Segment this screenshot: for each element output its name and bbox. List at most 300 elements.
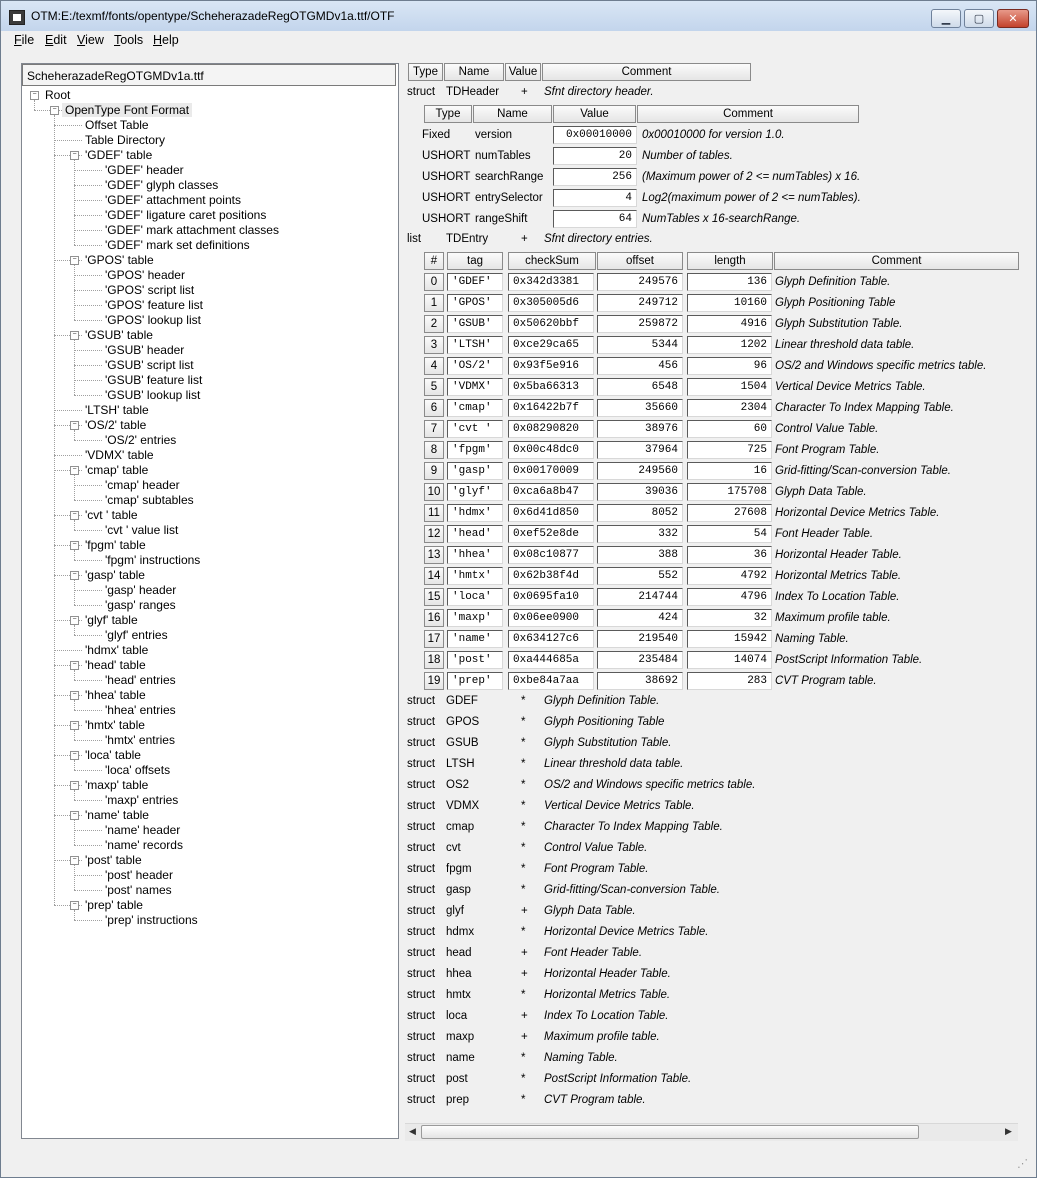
collapse-icon[interactable]: − [70, 331, 79, 340]
tree-node[interactable]: 'maxp' entries [105, 793, 179, 807]
entry-length[interactable]: 10160 [687, 294, 772, 312]
struct-name[interactable]: hhea [446, 968, 472, 980]
tree-connector [74, 500, 102, 501]
expand-marker[interactable]: * [521, 737, 526, 749]
expand-marker[interactable]: + [521, 86, 528, 98]
entry-comment: CVT Program table. [775, 675, 877, 687]
entry-checksum[interactable]: 0x50620bbf [508, 315, 594, 333]
tree-connector [74, 350, 102, 351]
entry-length[interactable]: 136 [687, 273, 772, 291]
entry-checksum[interactable]: 0xca6a8b47 [508, 483, 594, 501]
struct-comment: Vertical Device Metrics Table. [544, 800, 695, 812]
maximize-button[interactable]: ▢ [964, 9, 994, 28]
menu-tools[interactable]: Tools [114, 33, 144, 47]
entry-offset[interactable]: 5344 [597, 336, 683, 354]
entry-index[interactable]: 17 [424, 630, 444, 648]
tree-node[interactable]: 'head' table [85, 658, 146, 672]
struct-kind: struct [407, 926, 436, 938]
field-name: numTables [475, 150, 531, 162]
tree-connector [74, 730, 75, 740]
tree-node[interactable]: 'hdmx' table [85, 643, 149, 657]
field-value-input[interactable]: 4 [553, 189, 637, 207]
field-comment: Number of tables. [642, 150, 733, 162]
tree-node[interactable]: 'name' records [105, 838, 183, 852]
expand-marker[interactable]: + [521, 905, 528, 917]
expand-marker[interactable]: * [521, 863, 526, 875]
minimize-button[interactable]: ▁ [931, 9, 961, 28]
sub-column-header[interactable]: Value [553, 105, 636, 123]
entry-checksum[interactable]: 0x62b38f4d [508, 567, 594, 585]
struct-name[interactable]: cvt [446, 842, 461, 854]
entry-tag[interactable]: 'head' [447, 525, 503, 543]
entry-tag[interactable]: 'hdmx' [447, 504, 503, 522]
tree-node[interactable]: 'glyf' entries [105, 628, 168, 642]
tree-node[interactable]: OpenType Font Format [62, 103, 192, 117]
tree-node[interactable]: 'LTSH' table [85, 403, 149, 417]
struct-name[interactable]: GDEF [446, 695, 478, 707]
tree-node[interactable]: 'GPOS' feature list [105, 298, 203, 312]
row-name[interactable]: TDEntry [446, 233, 489, 245]
entry-offset[interactable]: 6548 [597, 378, 683, 396]
close-button[interactable]: ✕ [997, 9, 1029, 28]
resize-grip-icon[interactable]: ⋰ [1017, 1158, 1028, 1170]
tree-node[interactable]: 'hhea' entries [105, 703, 176, 717]
entry-offset[interactable]: 249560 [597, 462, 683, 480]
collapse-icon[interactable]: − [70, 661, 79, 670]
entry-offset[interactable]: 35660 [597, 399, 683, 417]
tree-node[interactable]: 'cmap' subtables [105, 493, 194, 507]
expand-marker[interactable]: * [521, 926, 526, 938]
tree-node[interactable]: Offset Table [85, 118, 149, 132]
entry-length[interactable]: 16 [687, 462, 772, 480]
tree-node[interactable]: 'loca' table [85, 748, 141, 762]
struct-name[interactable]: GSUB [446, 737, 479, 749]
tree-node[interactable]: 'post' names [105, 883, 172, 897]
sub-column-header[interactable]: Name [473, 105, 552, 123]
entry-length[interactable]: 60 [687, 420, 772, 438]
entry-tag[interactable]: 'fpgm' [447, 441, 503, 459]
entry-tag[interactable]: 'GDEF' [447, 273, 503, 291]
entry-length[interactable]: 32 [687, 609, 772, 627]
field-value-input[interactable]: 0x00010000 [553, 126, 637, 144]
collapse-icon[interactable]: − [70, 511, 79, 520]
tree-connector [74, 845, 102, 846]
tree-node[interactable]: 'GSUB' script list [105, 358, 194, 372]
expand-marker[interactable]: * [521, 800, 526, 812]
entry-length[interactable]: 4792 [687, 567, 772, 585]
expand-marker[interactable]: * [521, 842, 526, 854]
entry-comment: Font Header Table. [775, 528, 874, 540]
entry-tag[interactable]: 'GSUB' [447, 315, 503, 333]
entry-checksum[interactable]: 0xa444685a [508, 651, 594, 669]
collapse-icon[interactable]: − [70, 811, 79, 820]
tree-connector [54, 125, 82, 126]
struct-name[interactable]: hmtx [446, 989, 471, 1001]
tree-node[interactable]: 'name' header [105, 823, 181, 837]
tree-connector [54, 455, 82, 456]
entry-checksum[interactable]: 0x0695fa10 [508, 588, 594, 606]
struct-name[interactable]: head [446, 947, 472, 959]
entry-tag[interactable]: 'hhea' [447, 546, 503, 564]
entry-checksum[interactable]: 0x08290820 [508, 420, 594, 438]
collapse-icon[interactable]: − [30, 91, 39, 100]
struct-name[interactable]: name [446, 1052, 475, 1064]
struct-comment: Font Header Table. [544, 947, 643, 959]
entry-tag[interactable]: 'post' [447, 651, 503, 669]
expand-marker[interactable]: * [521, 758, 526, 770]
entry-tag[interactable]: 'cvt ' [447, 420, 503, 438]
sub-column-header[interactable]: Comment [637, 105, 859, 123]
entry-length[interactable]: 4796 [687, 588, 772, 606]
collapse-icon[interactable]: − [70, 256, 79, 265]
entry-offset[interactable]: 214744 [597, 588, 683, 606]
entry-checksum[interactable]: 0x305005d6 [508, 294, 594, 312]
menu-help[interactable]: Help [153, 33, 179, 47]
entry-index[interactable]: 9 [424, 462, 444, 480]
tree-connector [74, 185, 102, 186]
entry-column-header[interactable]: tag [447, 252, 503, 270]
tree-node[interactable]: 'gasp' header [105, 583, 177, 597]
collapse-icon[interactable]: − [70, 571, 79, 580]
collapse-icon[interactable]: − [70, 856, 79, 865]
struct-kind: struct [407, 821, 436, 833]
field-value-input[interactable]: 20 [553, 147, 637, 165]
struct-comment: Horizontal Metrics Table. [544, 989, 671, 1001]
app-icon [9, 10, 25, 25]
entry-comment: Character To Index Mapping Table. [775, 402, 954, 414]
title-bar[interactable] [1, 1, 1036, 31]
tree-node[interactable]: 'gasp' table [85, 568, 145, 582]
column-header[interactable]: Type [408, 63, 443, 81]
struct-name[interactable]: OS2 [446, 779, 470, 791]
tree-node[interactable]: 'GDEF' attachment points [105, 193, 241, 207]
tree-connector [74, 215, 102, 216]
struct-name[interactable]: maxp [446, 1031, 475, 1043]
collapse-icon[interactable]: − [70, 781, 79, 790]
entry-index[interactable]: 8 [424, 441, 444, 459]
tree-node[interactable]: 'cvt ' value list [105, 523, 179, 537]
field-name: rangeShift [475, 213, 528, 225]
expand-marker[interactable]: * [521, 989, 526, 1001]
entry-tag[interactable]: 'glyf' [447, 483, 503, 501]
entry-tag[interactable]: 'VDMX' [447, 378, 503, 396]
collapse-icon[interactable]: − [70, 901, 79, 910]
entry-tag[interactable]: 'maxp' [447, 609, 503, 627]
entry-index[interactable]: 10 [424, 483, 444, 501]
tree-node[interactable]: 'GDEF' header [105, 163, 184, 177]
tree-node[interactable]: 'GDEF' mark set definitions [105, 238, 250, 252]
entry-length[interactable]: 14074 [687, 651, 772, 669]
tree-connector [74, 380, 102, 381]
entry-index[interactable]: 5 [424, 378, 444, 396]
tree-node[interactable]: 'OS/2' entries [105, 433, 177, 447]
scroll-left-icon[interactable]: ◀ [409, 1126, 416, 1136]
entry-index[interactable]: 3 [424, 336, 444, 354]
entry-offset[interactable]: 37964 [597, 441, 683, 459]
entry-index[interactable]: 18 [424, 651, 444, 669]
struct-name[interactable]: post [446, 1073, 468, 1085]
tree-node[interactable]: 'glyf' table [85, 613, 138, 627]
collapse-icon[interactable]: − [70, 751, 79, 760]
scroll-right-icon[interactable]: ▶ [1005, 1126, 1012, 1136]
entry-index[interactable]: 4 [424, 357, 444, 375]
entry-tag[interactable]: 'hmtx' [447, 567, 503, 585]
tree-node[interactable]: 'GSUB' header [105, 343, 185, 357]
struct-kind: struct [407, 695, 436, 707]
entry-comment: PostScript Information Table. [775, 654, 923, 666]
column-header[interactable]: Name [444, 63, 504, 81]
tree-connector [74, 320, 102, 321]
entry-checksum[interactable]: 0x6d41d850 [508, 504, 594, 522]
entry-tag[interactable]: 'OS/2' [447, 357, 503, 375]
entry-comment: Naming Table. [775, 633, 849, 645]
tree-node[interactable]: 'hmtx' table [85, 718, 145, 732]
entry-offset[interactable]: 249712 [597, 294, 683, 312]
tree-node[interactable]: 'loca' offsets [105, 763, 171, 777]
tree-connector [74, 275, 102, 276]
tree-node[interactable]: 'GDEF' table [85, 148, 153, 162]
tree-connector [74, 550, 75, 560]
tree-node[interactable]: 'VDMX' table [85, 448, 154, 462]
expand-marker[interactable]: + [521, 233, 528, 245]
entry-index[interactable]: 1 [424, 294, 444, 312]
tree-node[interactable]: 'GSUB' lookup list [105, 388, 201, 402]
collapse-icon[interactable]: − [70, 466, 79, 475]
entry-length[interactable]: 96 [687, 357, 772, 375]
expand-marker[interactable]: + [521, 1010, 528, 1022]
entry-index[interactable]: 0 [424, 273, 444, 291]
expand-marker[interactable]: * [521, 779, 526, 791]
entry-length[interactable]: 175708 [687, 483, 772, 501]
expand-marker[interactable]: * [521, 695, 526, 707]
collapse-icon[interactable]: − [50, 106, 59, 115]
struct-name[interactable]: cmap [446, 821, 475, 833]
collapse-icon[interactable]: − [70, 616, 79, 625]
tree-connector [74, 290, 102, 291]
entry-index[interactable]: 15 [424, 588, 444, 606]
field-comment: (Maximum power of 2 <= numTables) x 16. [642, 171, 861, 183]
entry-tag[interactable]: 'LTSH' [447, 336, 503, 354]
entry-index[interactable]: 12 [424, 525, 444, 543]
entry-offset[interactable]: 388 [597, 546, 683, 564]
tree-node[interactable]: 'GDEF' glyph classes [105, 178, 219, 192]
column-header[interactable]: Value [505, 63, 541, 81]
struct-kind: struct [407, 884, 436, 896]
expand-marker[interactable]: * [521, 1073, 526, 1085]
entry-length[interactable]: 36 [687, 546, 772, 564]
entry-length[interactable]: 283 [687, 672, 772, 690]
struct-name[interactable]: GPOS [446, 716, 480, 728]
entry-offset[interactable]: 38976 [597, 420, 683, 438]
entry-checksum[interactable]: 0xef52e8de [508, 525, 594, 543]
sub-column-header[interactable]: Type [424, 105, 472, 123]
field-value-input[interactable]: 64 [553, 210, 637, 228]
struct-comment: OS/2 and Windows specific metrics table. [544, 779, 756, 791]
tree-connector [74, 340, 75, 395]
entry-comment: Vertical Device Metrics Table. [775, 381, 926, 393]
entry-comment: Glyph Definition Table. [775, 276, 891, 288]
struct-name[interactable]: fpgm [446, 863, 472, 875]
entry-index[interactable]: 2 [424, 315, 444, 333]
entry-checksum[interactable]: 0x08c10877 [508, 546, 594, 564]
entry-tag[interactable]: 'name' [447, 630, 503, 648]
entry-column-header[interactable]: Comment [774, 252, 1019, 270]
entry-offset[interactable]: 8052 [597, 504, 683, 522]
entry-tag[interactable]: 'gasp' [447, 462, 503, 480]
tree-node[interactable]: 'GPOS' table [85, 253, 154, 267]
entry-length[interactable]: 1202 [687, 336, 772, 354]
scroll-thumb[interactable] [421, 1125, 919, 1139]
entry-length[interactable]: 4916 [687, 315, 772, 333]
field-value-input[interactable]: 256 [553, 168, 637, 186]
entry-length[interactable]: 27608 [687, 504, 772, 522]
entry-checksum[interactable]: 0x00170009 [508, 462, 594, 480]
entry-column-header[interactable]: offset [597, 252, 683, 270]
entry-offset[interactable]: 332 [597, 525, 683, 543]
entry-checksum[interactable]: 0x16422b7f [508, 399, 594, 417]
entry-column-header[interactable]: length [687, 252, 773, 270]
tree-node[interactable]: 'prep' table [85, 898, 143, 912]
tree-node[interactable]: 'head' entries [105, 673, 176, 687]
struct-name[interactable]: loca [446, 1010, 468, 1022]
entry-offset[interactable]: 235484 [597, 651, 683, 669]
tree-node[interactable]: 'OS/2' table [85, 418, 147, 432]
struct-name[interactable]: prep [446, 1094, 470, 1106]
field-type: USHORT [422, 213, 471, 225]
entry-index[interactable]: 16 [424, 609, 444, 627]
entry-offset[interactable]: 39036 [597, 483, 683, 501]
column-header[interactable]: Comment [542, 63, 751, 81]
struct-name[interactable]: VDMX [446, 800, 480, 812]
struct-comment: Horizontal Device Metrics Table. [544, 926, 709, 938]
menu-edit[interactable]: Edit [45, 33, 67, 47]
entry-length[interactable]: 54 [687, 525, 772, 543]
entry-checksum[interactable]: 0x5ba66313 [508, 378, 594, 396]
entry-length[interactable]: 725 [687, 441, 772, 459]
entry-index[interactable]: 19 [424, 672, 444, 690]
tree-connector [54, 650, 82, 651]
struct-name[interactable]: LTSH [446, 758, 475, 770]
struct-comment: Glyph Definition Table. [544, 695, 660, 707]
expand-marker[interactable]: * [521, 1052, 526, 1064]
expand-marker[interactable]: * [521, 1094, 526, 1106]
entry-checksum[interactable]: 0x93f5e916 [508, 357, 594, 375]
struct-kind: struct [407, 905, 436, 917]
tree-node[interactable]: 'cmap' table [85, 463, 149, 477]
tree-node[interactable]: 'hmtx' entries [105, 733, 175, 747]
row-name[interactable]: TDHeader [446, 86, 500, 98]
struct-name[interactable]: gasp [446, 884, 471, 896]
entry-offset[interactable]: 259872 [597, 315, 683, 333]
tree-node[interactable]: 'prep' instructions [105, 913, 198, 927]
entry-index[interactable]: 11 [424, 504, 444, 522]
tree-node[interactable]: 'maxp' table [85, 778, 149, 792]
entry-index[interactable]: 7 [424, 420, 444, 438]
struct-name[interactable]: glyf [446, 905, 464, 917]
entry-column-header[interactable]: # [424, 252, 444, 270]
entry-comment: Maximum profile table. [775, 612, 891, 624]
entry-tag[interactable]: 'loca' [447, 588, 503, 606]
entry-length[interactable]: 2304 [687, 399, 772, 417]
entry-index[interactable]: 6 [424, 399, 444, 417]
tree-node[interactable]: 'hhea' table [85, 688, 146, 702]
entry-offset[interactable]: 424 [597, 609, 683, 627]
tree-node[interactable]: 'fpgm' table [85, 538, 146, 552]
expand-marker[interactable]: + [521, 968, 528, 980]
tree-node[interactable]: 'GSUB' feature list [105, 373, 203, 387]
tree-node[interactable]: 'gasp' ranges [105, 598, 176, 612]
collapse-icon[interactable]: − [70, 421, 79, 430]
tree-node[interactable]: 'post' header [105, 868, 173, 882]
menu-view[interactable]: View [77, 33, 104, 47]
tree-node[interactable]: 'fpgm' instructions [105, 553, 201, 567]
tree-node[interactable]: 'GPOS' header [105, 268, 185, 282]
horizontal-scrollbar[interactable] [405, 1123, 1018, 1141]
collapse-icon[interactable]: − [70, 691, 79, 700]
entry-column-header[interactable]: checkSum [508, 252, 596, 270]
collapse-icon[interactable]: − [70, 151, 79, 160]
entry-offset[interactable]: 552 [597, 567, 683, 585]
tree-node[interactable]: 'GSUB' table [85, 328, 153, 342]
expand-marker[interactable]: + [521, 947, 528, 959]
entry-index[interactable]: 13 [424, 546, 444, 564]
collapse-icon[interactable]: − [70, 541, 79, 550]
tree-connector [54, 410, 82, 411]
tree-node[interactable]: 'GDEF' ligature caret positions [105, 208, 267, 222]
menu-file[interactable]: File [14, 33, 35, 47]
expand-marker[interactable]: + [521, 1031, 528, 1043]
tree-node[interactable]: Root [45, 88, 71, 102]
entry-checksum[interactable]: 0x06ee0900 [508, 609, 594, 627]
entry-offset[interactable]: 456 [597, 357, 683, 375]
entry-comment: Glyph Data Table. [775, 486, 867, 498]
tree-connector [74, 875, 102, 876]
tree-node[interactable]: 'name' table [85, 808, 149, 822]
entry-tag[interactable]: 'GPOS' [447, 294, 503, 312]
expand-marker[interactable]: * [521, 821, 526, 833]
file-name-field[interactable]: ScheherazadeRegOTGMDv1a.ttf [22, 64, 396, 86]
entry-index[interactable]: 14 [424, 567, 444, 585]
entry-offset[interactable]: 38692 [597, 672, 683, 690]
tree-node[interactable]: 'GPOS' lookup list [105, 313, 201, 327]
entry-checksum[interactable]: 0x342d3381 [508, 273, 594, 291]
entry-tag[interactable]: 'cmap' [447, 399, 503, 417]
entry-checksum[interactable]: 0xce29ca65 [508, 336, 594, 354]
entry-length[interactable]: 15942 [687, 630, 772, 648]
tree-node[interactable]: 'GPOS' script list [105, 283, 195, 297]
expand-marker[interactable]: * [521, 716, 526, 728]
tree-node[interactable]: Table Directory [85, 133, 166, 147]
entry-checksum[interactable]: 0x00c48dc0 [508, 441, 594, 459]
entry-offset[interactable]: 249576 [597, 273, 683, 291]
entry-offset[interactable]: 219540 [597, 630, 683, 648]
tree-node[interactable]: 'post' table [85, 853, 142, 867]
struct-comment: Glyph Substitution Table. [544, 737, 672, 749]
entry-length[interactable]: 1504 [687, 378, 772, 396]
entry-checksum[interactable]: 0xbe84a7aa [508, 672, 594, 690]
tree-node[interactable]: 'GDEF' mark attachment classes [105, 223, 279, 237]
tree-node[interactable]: 'cmap' header [105, 478, 180, 492]
struct-kind: struct [407, 968, 436, 980]
struct-kind: struct [407, 1052, 436, 1064]
tree-node[interactable]: 'cvt ' table [85, 508, 138, 522]
struct-name[interactable]: hdmx [446, 926, 475, 938]
entry-checksum[interactable]: 0x634127c6 [508, 630, 594, 648]
collapse-icon[interactable]: − [70, 721, 79, 730]
entry-tag[interactable]: 'prep' [447, 672, 503, 690]
tree-connector [74, 440, 102, 441]
expand-marker[interactable]: * [521, 884, 526, 896]
